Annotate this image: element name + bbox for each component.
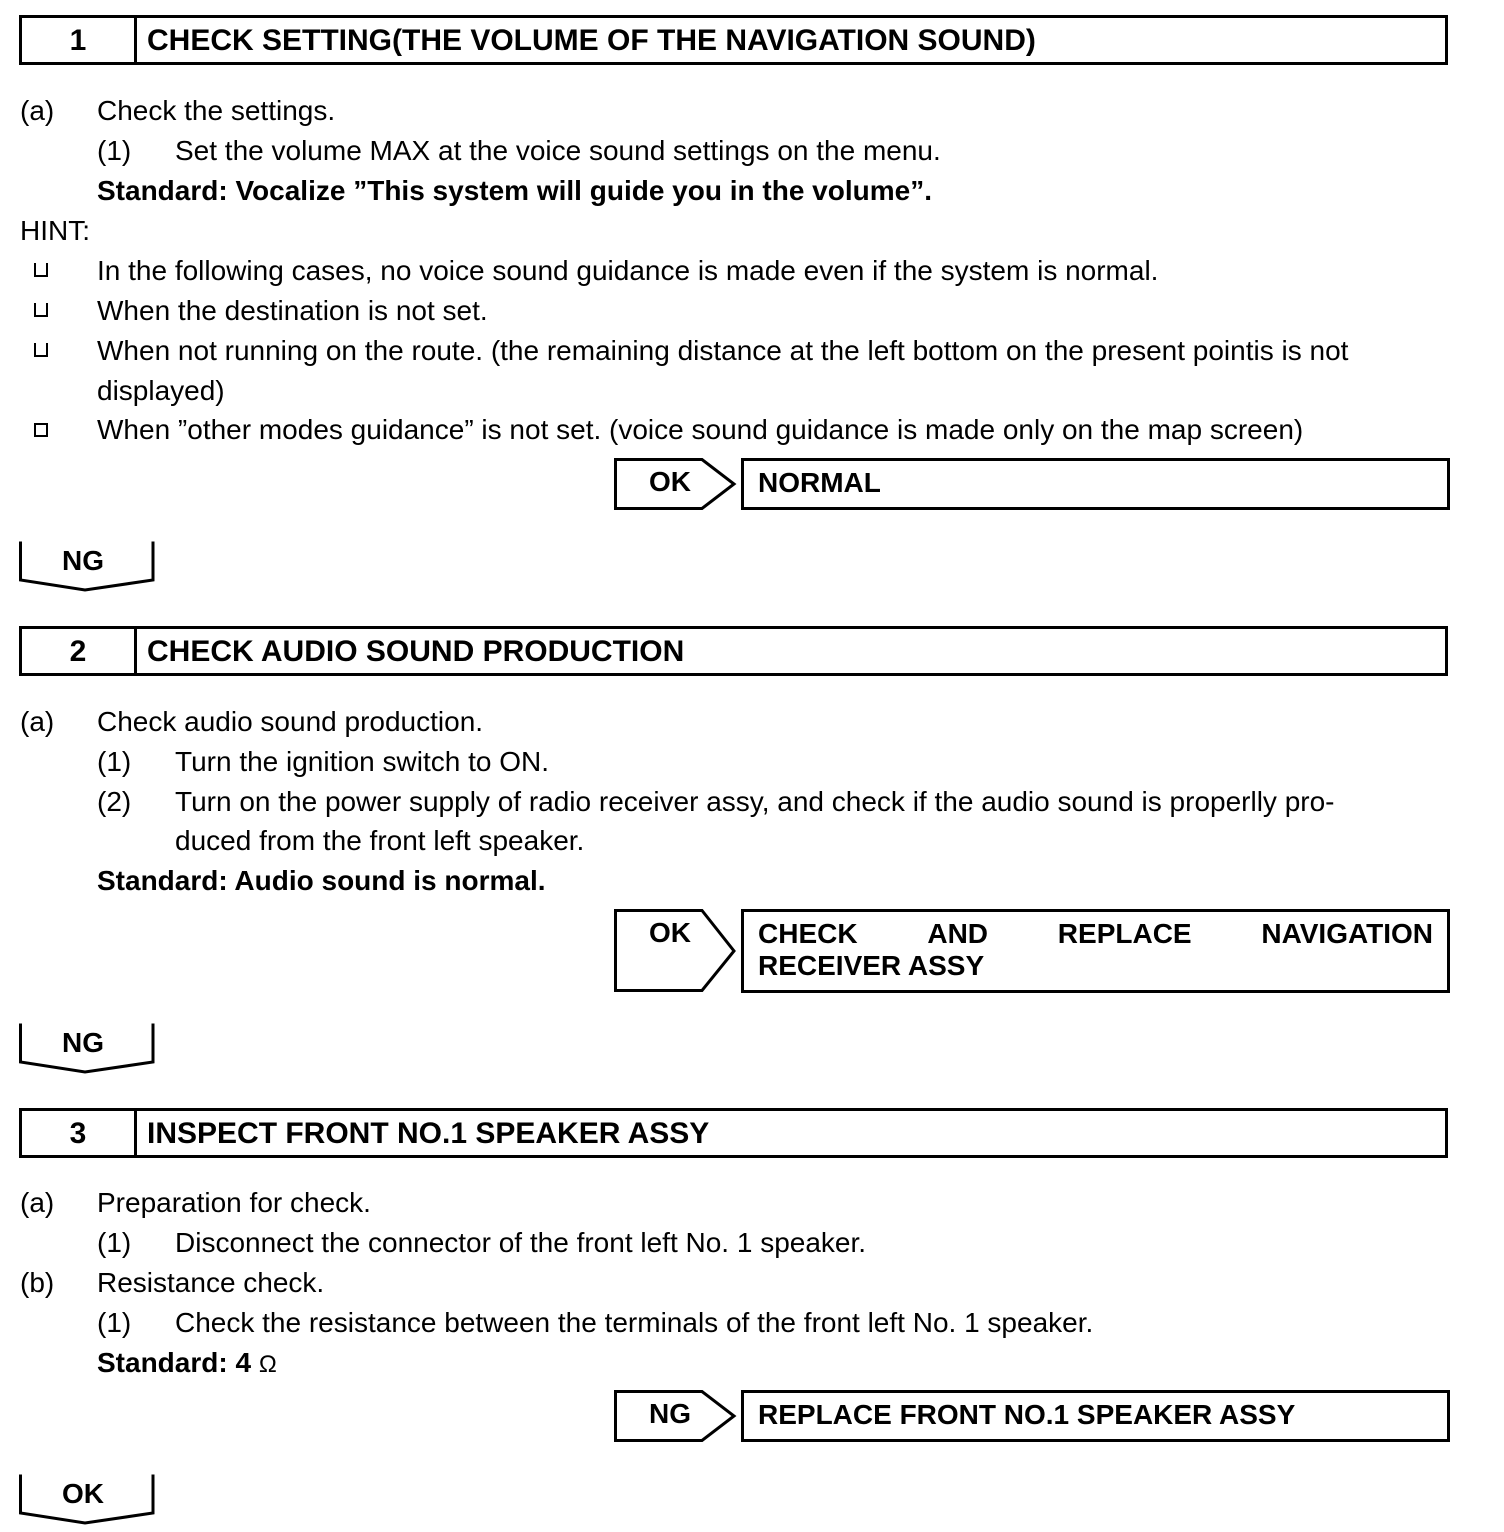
result-box bbox=[741, 458, 1450, 510]
standard-text: Standard: Vocalize ”This system will guide you in the volume”. bbox=[97, 175, 932, 206]
ok-down-tag bbox=[19, 1473, 155, 1525]
item-text: Check the settings. bbox=[97, 95, 336, 126]
sub-item-text: Disconnect the connector of the front left No. 1 speaker. bbox=[175, 1227, 867, 1258]
standard-text: Standard: Audio sound is normal. bbox=[97, 865, 546, 896]
hint-label: HINT: bbox=[20, 215, 90, 246]
item-label: (b) bbox=[20, 1267, 55, 1298]
sub-item-label: (2) bbox=[97, 786, 132, 817]
bullet-icon bbox=[34, 343, 48, 357]
step-number: 3 bbox=[22, 1111, 137, 1155]
step-3-header bbox=[19, 1108, 1448, 1158]
step-number: 2 bbox=[22, 629, 137, 673]
hint-item-continued: displayed) bbox=[97, 375, 225, 406]
item-label: (a) bbox=[20, 706, 55, 737]
ohm-unit: Ω bbox=[258, 1351, 277, 1378]
ng-down-tag bbox=[19, 1022, 155, 1074]
result-box bbox=[741, 909, 1450, 993]
item-text: Preparation for check. bbox=[97, 1187, 371, 1218]
bullet-icon bbox=[34, 423, 48, 437]
standard-text bbox=[97, 1343, 277, 1385]
hint-item: When not running on the route. (the remaining distance at the left bottom on the present pointis is not bbox=[97, 335, 1349, 366]
ok-label: OK bbox=[62, 1478, 104, 1509]
ng-label: NG bbox=[62, 545, 104, 576]
result-text: REPLACE FRONT NO.1 SPEAKER ASSY bbox=[758, 1399, 1296, 1430]
item-label: (a) bbox=[20, 95, 55, 126]
sub-item-label: (1) bbox=[97, 1227, 132, 1258]
item-text: Resistance check. bbox=[97, 1267, 325, 1298]
step-1-header bbox=[19, 15, 1448, 65]
sub-item-text: Turn the ignition switch to ON. bbox=[175, 746, 550, 777]
ng-label: NG bbox=[62, 1027, 104, 1058]
sub-item-label: (1) bbox=[97, 746, 132, 777]
step-number: 1 bbox=[22, 18, 137, 62]
ok-label: OK bbox=[649, 466, 691, 497]
hint-item: When ”other modes guidance” is not set. (voice sound guidance is made only on the map screen) bbox=[97, 414, 1304, 445]
item-text: Check audio sound production. bbox=[97, 706, 484, 737]
ok-label: OK bbox=[649, 917, 691, 948]
result-text: NORMAL bbox=[758, 467, 881, 498]
result-word: NAVIGATION bbox=[1261, 918, 1433, 949]
item-label: (a) bbox=[20, 1187, 55, 1218]
bullet-icon bbox=[34, 303, 48, 317]
result-word: REPLACE bbox=[1057, 918, 1192, 949]
hint-item: In the following cases, no voice sound guidance is made even if the system is normal. bbox=[97, 255, 1159, 286]
sub-item-text: Set the volume MAX at the voice sound settings on the menu. bbox=[175, 135, 941, 166]
result-word: CHECK bbox=[758, 918, 858, 949]
result-box bbox=[741, 1390, 1450, 1442]
sub-item-label: (1) bbox=[97, 135, 132, 166]
step-2-header bbox=[19, 626, 1448, 676]
ng-down-tag bbox=[19, 540, 155, 592]
sub-item-label: (1) bbox=[97, 1307, 132, 1338]
step-title: CHECK AUDIO SOUND PRODUCTION bbox=[147, 635, 685, 668]
hint-item: When the destination is not set. bbox=[97, 295, 488, 326]
sub-item-text: Check the resistance between the terminals of the front left No. 1 speaker. bbox=[175, 1307, 1094, 1338]
step-title: INSPECT FRONT NO.1 SPEAKER ASSY bbox=[147, 1117, 710, 1150]
result-text: RECEIVER ASSY bbox=[758, 950, 985, 981]
result-word: AND bbox=[927, 918, 989, 949]
sub-item-text: Turn on the power supply of radio receiver assy, and check if the audio sound is properlly pro- bbox=[175, 786, 1335, 817]
step-title: CHECK SETTING(THE VOLUME OF THE NAVIGATION SOUND) bbox=[147, 24, 1036, 57]
standard-label: Standard: 4 bbox=[97, 1347, 252, 1378]
sub-item-text-continued: duced from the front left speaker. bbox=[175, 825, 585, 856]
bullet-icon bbox=[34, 263, 48, 277]
ng-label: NG bbox=[649, 1398, 691, 1429]
